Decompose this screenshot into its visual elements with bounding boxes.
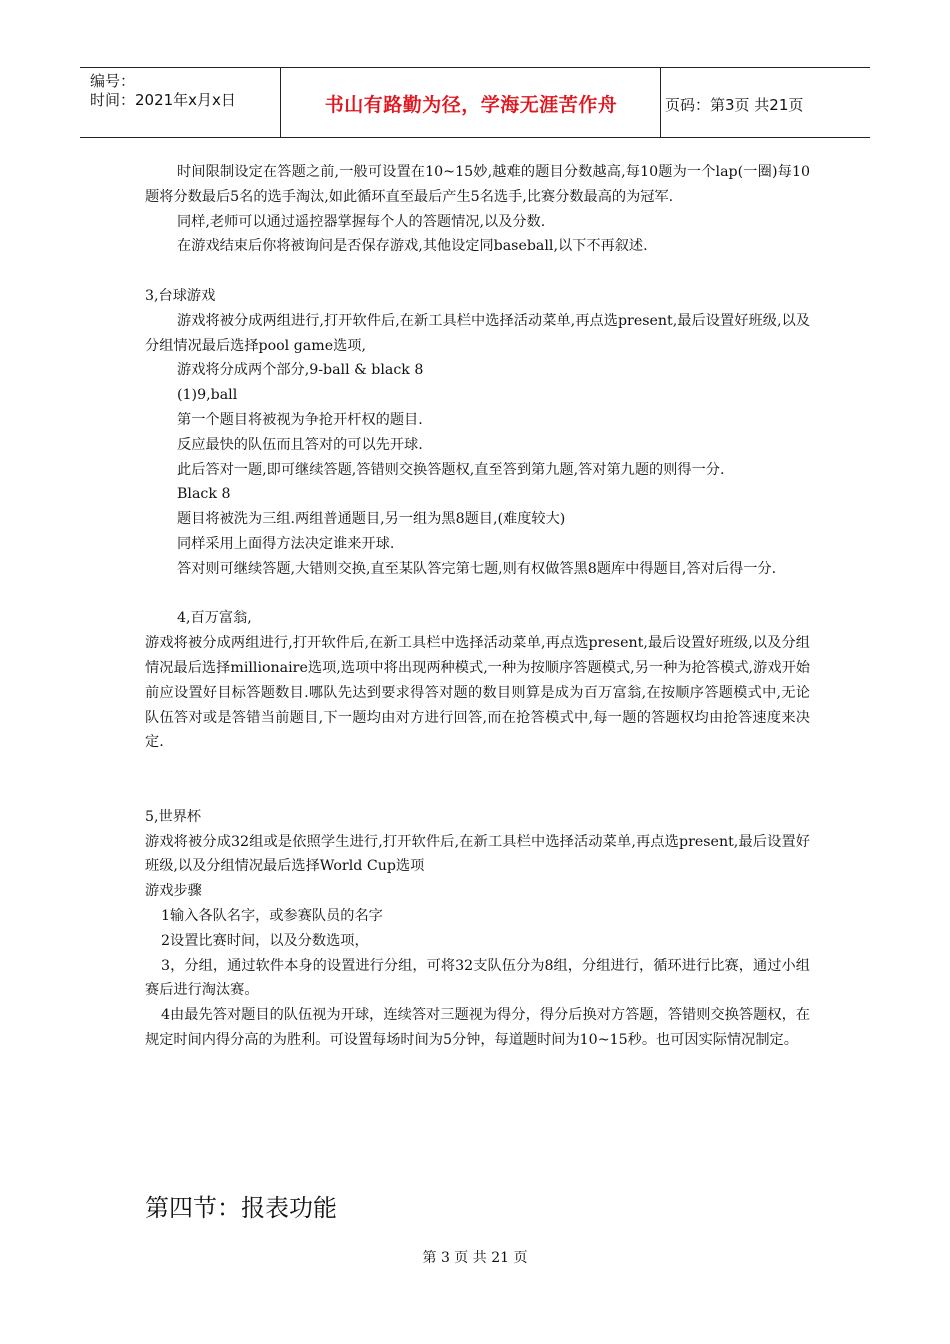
paragraph: 时间限制设定在答题之前,一般可设置在10~15妙,越难的题目分数越高,每10题为一个lap(一圈)每10题将分数最后5名的选手淘汰,如此循环直至最后产生5名选手,比赛分数最高的为冠军. <box>145 164 810 205</box>
paragraph: 反应最快的队伍而且答对的可以先开球. <box>177 436 423 453</box>
paragraph: 此后答对一题,即可继续答题,答错则交换答题权,直至答到第九题,答对第九题的则得一分. <box>177 461 725 478</box>
paragraph: 题目将被洗为三组.两组普通题目,另一组为黑8题目,(难度较大) <box>177 511 566 528</box>
paragraph: Black 8 <box>177 486 231 503</box>
header-page-info: 页码：第3页 共21页 <box>665 96 804 114</box>
spacer <box>145 259 810 284</box>
paragraph: 答对则可继续答题,大错则交换,直至某队答完第七题,则有权做答黑8题库中得题目,答对后得一分. <box>177 560 777 577</box>
paragraph: 游戏将分成两个部分,9-ball & black 8 <box>177 362 424 379</box>
paragraph: 在游戏结束后你将被询问是否保存游戏,其他设定同baseball,以下不再叙述. <box>177 238 648 255</box>
paragraph: 游戏步骤 <box>145 883 202 900</box>
section-heading: 3,台球游戏 <box>145 287 216 304</box>
list-item: 4由最先答对题目的队伍视为开球，连续答对三题视为得分，得分后换对方答题，答错则交换答题权，在规定时间内得分高的为胜利。可设置每场时间为5分钟，每道题时间为10~15秒。也可因实际情况制定。 <box>145 1007 810 1048</box>
section-heading: 5,世界杯 <box>145 808 202 825</box>
paragraph: 游戏将被分成两组进行,打开软件后,在新工具栏中选择活动菜单,再点选present,最后设置好班级,以及分组情况最后选择millionaire选项,选项中将出现两种模式,一种为按顺序答题模式,另一种为抢答模式,游戏开始前应设置好目标答题数目.哪队先达到要求得答对题的数目则算是成为百万富翁,在按顺序答题模式中,无论队伍答对或是答错当前题目,下一题均由对方进行回答,而在抢答模式中,每一题的答题权均由抢答速度来决定. <box>145 635 810 751</box>
header-motto: 书山有路勤为径，学海无涯苦作舟 <box>324 94 618 116</box>
header-divider <box>280 68 281 137</box>
list-item: 3，分组，通过软件本身的设置进行分组，可将32支队伍分为8组，分组进行，循环进行比赛，通过小组赛后进行淘汰赛。 <box>145 957 810 999</box>
list-item: 1输入各队名字，或参赛队员的名字 <box>161 907 383 924</box>
header-left <box>90 72 236 110</box>
header-time: 时间：2021年x月x日 <box>90 91 236 109</box>
list-item: 2设置比赛时间，以及分数选项， <box>161 932 369 949</box>
chapter-heading: 第四节：报表功能 <box>145 1194 337 1222</box>
paragraph: 同样,老师可以通过遥控器掌握每个人的答题情况,以及分数. <box>177 213 546 230</box>
header-divider <box>660 68 661 137</box>
paragraph: 同样采用上面得方法决定谁来开球. <box>177 535 395 552</box>
section-heading: 4,百万富翁, <box>177 610 252 627</box>
page-header <box>80 67 870 138</box>
page-footer: 第 3 页 共 21 页 <box>422 1250 528 1266</box>
paragraph: 游戏将被分成两组进行,打开软件后,在新工具栏中选择活动菜单,再点选present,最后设置好班级,以及分组情况最后选择pool game选项, <box>145 312 810 354</box>
paragraph: 第一个题目将被视为争抢开杆权的题目. <box>177 411 423 428</box>
paragraph: 游戏将被分成32组或是依照学生进行,打开软件后,在新工具栏中选择活动菜单,再点选present,最后设置好班级,以及分组情况最后选择World Cup选项 <box>145 833 810 875</box>
spacer <box>145 582 810 607</box>
paragraph: (1)9,ball <box>177 387 238 404</box>
header-code: 编号： <box>90 72 136 90</box>
document-body <box>145 160 810 1053</box>
spacer <box>145 755 810 805</box>
